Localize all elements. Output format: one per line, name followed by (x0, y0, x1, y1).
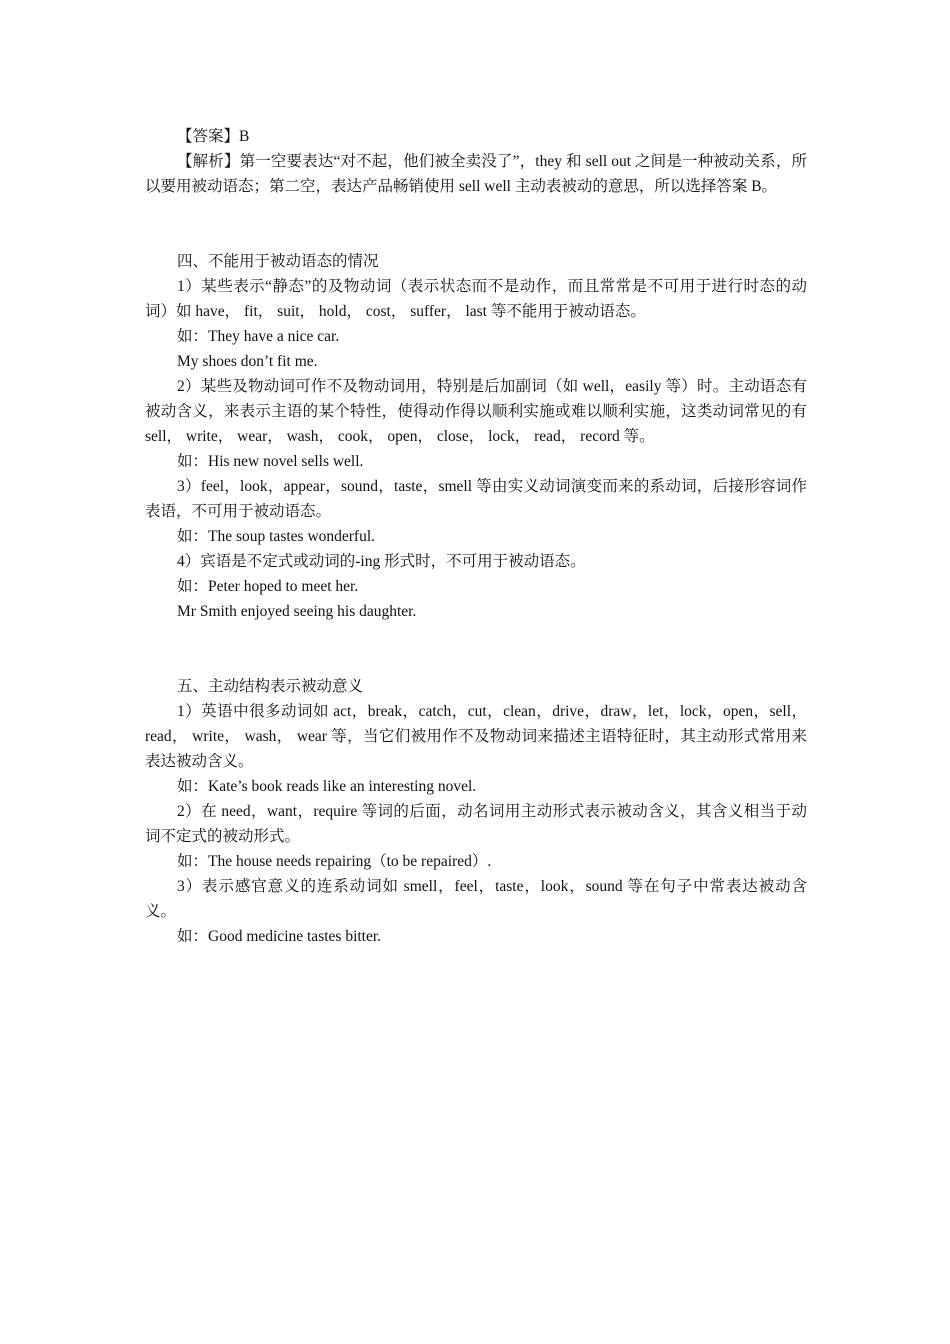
section4-paragraph: 1）某些表示“静态”的及物动词（表示状态而不是动作，而且常常是不可用于进行时态的动词）如 have， fit， suit， hold， cost， suffer， last 等不能用于被动语态。 (145, 278, 807, 320)
answer-line: 【答案】B (177, 128, 250, 145)
section4-paragraph: 4）宾语是不定式或动词的-ing 形式时，不可用于被动语态。 (177, 553, 586, 570)
section4-paragraph: 如：They have a nice car. (177, 328, 340, 345)
document-page (145, 124, 807, 949)
section5-paragraph: 2）在 need，want，require 等词的后面，动名词用主动形式表示被动含义，其含义相当于动词不定式的被动形式。 (145, 803, 807, 845)
section4-paragraph: 如：Peter hoped to meet her. (177, 578, 359, 595)
section5-paragraph: 1）英语中很多动词如 act，break，catch，cut，clean，drive，draw，let，lock，open，sell，read， write， wash， wear 等，当它们被用作不及物动词来描述主语特征时，其主动形式常用来表达被动含义。 (145, 703, 807, 770)
section-gap (145, 199, 807, 249)
section5-heading: 五、主动结构表示被动意义 (177, 678, 364, 695)
analysis-paragraph: 【解析】第一空要表达“对不起，他们被全卖没了”，they 和 sell out 之间是一种被动关系，所以要用被动语态；第二空，表达产品畅销使用 sell well 主动表被动的意思，所以选择答案 B。 (145, 153, 807, 195)
section4-paragraph: 如：The soup tastes wonderful. (177, 528, 376, 545)
section4-paragraph: 3）feel，look，appear，sound，taste，smell 等由实义动词演变而来的系动词，后接形容词作表语，不可用于被动语态。 (145, 478, 807, 520)
section5-paragraph: 如：Good medicine tastes bitter. (177, 928, 382, 945)
section4-paragraph: 如：His new novel sells well. (177, 453, 364, 470)
section4-paragraph: Mr Smith enjoyed seeing his daughter. (177, 603, 417, 620)
section5-paragraph: 如：The house needs repairing（to be repaired）. (177, 853, 492, 870)
section-gap (145, 624, 807, 674)
section4-heading: 四、不能用于被动语态的情况 (177, 253, 379, 270)
section4-paragraph: My shoes don’t fit me. (177, 353, 318, 370)
section5-paragraph: 3）表示感官意义的连系动词如 smell，feel，taste，look，sound 等在句子中常表达被动含义。 (145, 878, 807, 920)
section5-paragraph: 如：Kate’s book reads like an interesting novel. (177, 778, 477, 795)
section4-paragraph: 2）某些及物动词可作不及物动词用，特别是后加副词（如 well，easily 等）时。主动语态有被动含义，来表示主语的某个特性，使得动作得以顺利实施或难以顺利实施，这类动词常见的有 sell， write， wear， wash， cook， open， close， lock， read， record 等。 (145, 378, 807, 445)
